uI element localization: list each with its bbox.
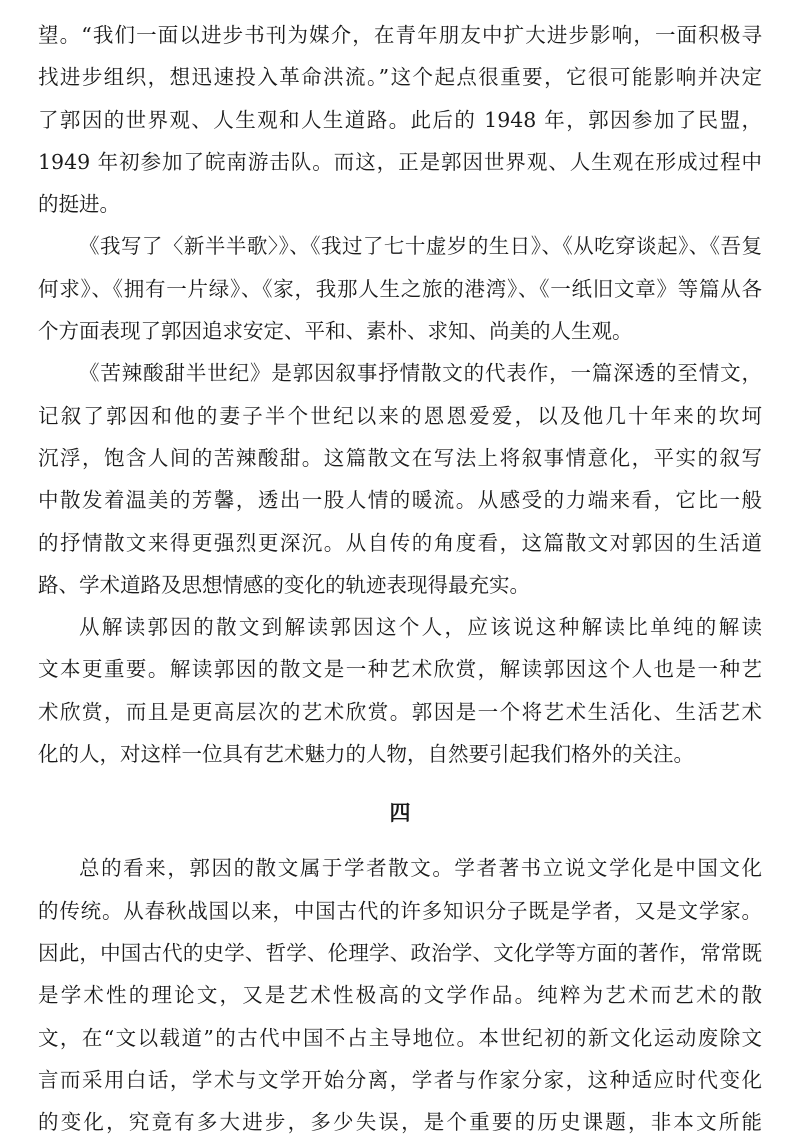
text-line: 《我写了〈新半半歌〉》、《我过了七十虚岁的生日》、《从吃穿谈起》、《吾复 <box>79 234 762 259</box>
text-line: 术欣赏，而且是更高层次的艺术欣赏。郭因是一个将艺术生活化、生活艺术 <box>38 699 762 724</box>
text-line: 找进步组织，想迅速投入革命洪流。”这个起点很重要，它很可能影响并决定 <box>38 65 762 90</box>
paragraph <box>38 14 762 225</box>
text-line: 何求》、《拥有一片绿》、《家，我那人生之旅的港湾》、《一纸旧文章》等篇从各 <box>38 276 762 301</box>
text-line: 从解读郭因的散文到解读郭因这个人，应该说这种解读比单纯的解读 <box>79 615 762 640</box>
paragraph <box>38 847 762 1143</box>
text-line: 的抒情散文来得更强烈更深沉。从自传的角度看，这篇散文对郭因的生活道 <box>38 530 762 555</box>
text-line: 的传统。从春秋战国以来，中国古代的许多知识分子既是学者，又是文学家。 <box>38 898 762 923</box>
text-line: 了郭因的世界观、人生观和人生道路。此后的 1948 年，郭因参加了民盟， <box>38 107 762 132</box>
text-line: 中散发着温美的芳馨，透出一股人情的暖流。从感受的力端来看，它比一般 <box>38 488 762 513</box>
paragraph <box>38 352 762 606</box>
paragraph <box>38 225 762 352</box>
text-line: 是学术性的理论文，又是艺术性极高的文学作品。纯粹为艺术而艺术的散 <box>38 983 762 1008</box>
text-line: 1949 年初参加了皖南游击队。而这，正是郭因世界观、人生观在形成过程中 <box>38 149 762 174</box>
text-line: 文，在“文以载道”的古代中国不占主导地位。本世纪初的新文化运动废除文 <box>38 1025 762 1050</box>
text-line: 望。“我们一面以进步书刊为媒介，在青年朋友中扩大进步影响，一面积极寻 <box>38 23 762 47</box>
paragraph <box>38 606 762 775</box>
text-line: 路、学术道路及思想情感的变化的轨迹表现得最充实。 <box>38 572 530 597</box>
text-line: 文本更重要。解读郭因的散文是一种艺术欣赏，解读郭因这个人也是一种艺 <box>38 657 762 682</box>
text-line: 记叙了郭因和他的妻子半个世纪以来的恩恩爱爱，以及他几十年来的坎坷 <box>38 403 762 428</box>
text-line: 因此，中国古代的史学、哲学、伦理学、政治学、文化学等方面的著作，常常既 <box>38 940 762 965</box>
text-line: 化的人，对这样一位具有艺术魅力的人物，自然要引起我们格外的关注。 <box>38 742 694 767</box>
text-line: 沉浮，饱含人间的苦辣酸甜。这篇散文在写法上将叙事情意化，平实的叙写 <box>38 445 762 470</box>
section-heading: 四 <box>389 800 411 826</box>
text-line: 《苦辣酸甜半世纪》是郭因叙事抒情散文的代表作，一篇深透的至情文， <box>79 361 762 386</box>
document-page <box>38 14 762 1143</box>
text-line: 言而采用白话，学术与文学开始分离，学者与作家分家，这种适应时代变化 <box>38 1067 762 1092</box>
text-line: 的挺进。 <box>38 192 120 217</box>
text-line: 总的看来，郭因的散文属于学者散文。学者著书立说文学化是中国文化 <box>79 856 762 881</box>
text-line: 的变化，究竟有多大进步，多少失误，是个重要的历史课题，非本文所能 <box>38 1110 762 1135</box>
text-line: 个方面表现了郭因追求安定、平和、素朴、求知、尚美的人生观。 <box>38 319 633 344</box>
